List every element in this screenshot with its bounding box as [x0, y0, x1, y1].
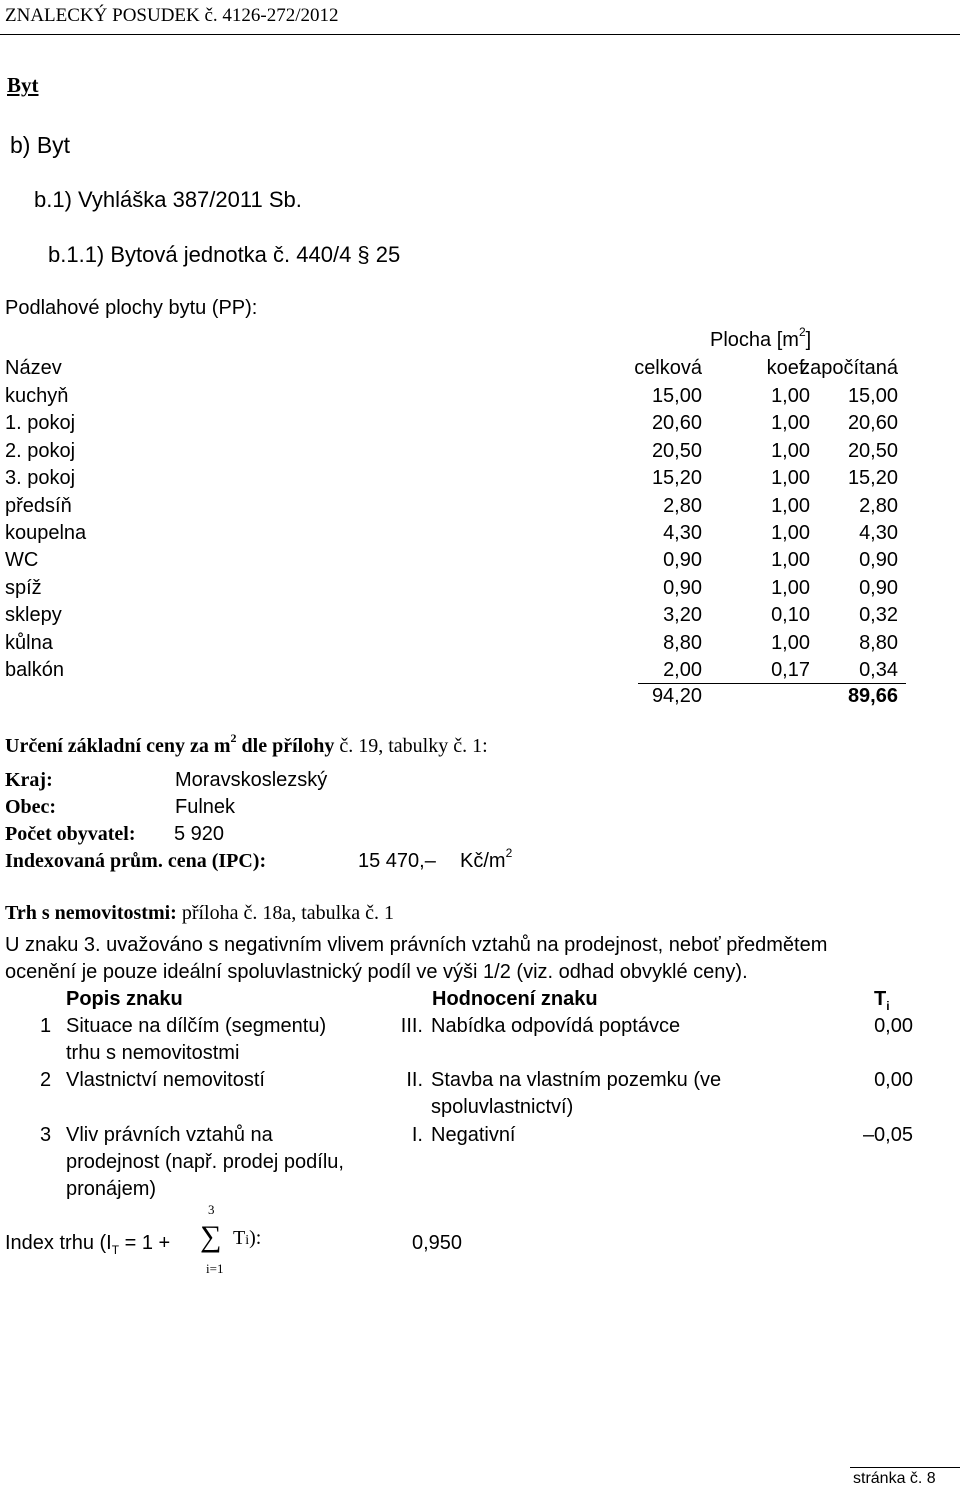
kraj-label: Kraj: [5, 769, 53, 791]
factor-evaluation: Negativní [431, 1124, 516, 1146]
factor-evaluation: spoluvlastnictví) [431, 1096, 574, 1118]
area-row-total: 0,90 [663, 549, 702, 571]
ipc-unit-text: Kč/m [460, 850, 506, 872]
area-row-counted: 0,32 [859, 604, 898, 626]
area-row-total: 2,80 [663, 495, 702, 517]
area-row-counted: 15,20 [847, 467, 898, 489]
index-end: ): [249, 1227, 262, 1249]
area-row-coef: 1,00 [771, 440, 810, 462]
area-row-name: balkón [5, 659, 64, 681]
area-row-counted: 0,34 [859, 659, 898, 681]
area-row-coef: 1,00 [771, 577, 810, 599]
area-row-name: 3. pokoj [5, 467, 76, 489]
document-header-title: ZNALECKÝ POSUDEK č. 4126-272/2012 [5, 5, 339, 26]
area-row-name: kuchyň [5, 385, 69, 407]
area-row-coef: 0,17 [771, 659, 810, 681]
obec-label: Obec: [5, 796, 57, 818]
area-row-total: 15,00 [651, 385, 702, 407]
area-row-coef: 1,00 [771, 632, 810, 654]
market-note-line1: U znaku 3. uvažováno s negativním vlivem právních vztahů na prodejnost, neboť předmětem [5, 934, 828, 956]
area-row-coef: 1,00 [771, 549, 810, 571]
area-row-name: sklepy [5, 604, 62, 626]
factor-description: pronájem) [66, 1178, 157, 1200]
factor-value: 0,00 [874, 1069, 913, 1091]
index-t [233, 1228, 261, 1248]
area-row-coef: 1,00 [771, 412, 810, 434]
area-row-name: WC [5, 549, 39, 571]
heading-b11: b.1.1) Bytová jednotka č. 440/4 ⁠⁠§ 25 [48, 242, 401, 267]
heading-b: b) Byt [10, 132, 71, 158]
factor-number: 1 [40, 1015, 52, 1037]
area-row-name: 2. pokoj [5, 440, 76, 462]
factor-evaluation: Stavba na vlastním pozemku (ve [431, 1069, 722, 1091]
col-t-header [874, 989, 890, 1012]
col-header-name: Název [5, 357, 62, 379]
market-title [5, 903, 394, 923]
area-row-total: 15,20 [651, 467, 702, 489]
area-row-name: 1. pokoj [5, 412, 76, 434]
sum-counted: 89,66 [847, 685, 898, 707]
area-row-counted: 15,00 [847, 385, 898, 407]
area-row-coef: 0,10 [771, 604, 810, 626]
base-price-title-a: Určení základní ceny za m [5, 735, 231, 757]
area-row-total: 0,90 [663, 577, 702, 599]
sum-divider [638, 683, 906, 684]
area-group-header [710, 325, 812, 351]
base-price-title-sup: 2 [230, 731, 237, 745]
index-label: Index trhu (I [5, 1232, 112, 1254]
market-note-line2: ocenění je pouze ideální spoluvlastnický podíl ve výši 1/2 (viz. odhad obvyklé ceny). [5, 961, 748, 983]
index-t-letter: T [233, 1227, 246, 1249]
factor-value: 0,00 [874, 1015, 913, 1037]
sum-total: 94,20 [651, 685, 702, 707]
area-row-name: předsíň [5, 495, 72, 517]
factor-description: trhu s nemovitostmi [66, 1042, 240, 1064]
sum-upper-limit: 3 [208, 1202, 215, 1217]
sum-lower-limit: i=1 [206, 1261, 224, 1276]
heading-b1: b.1) Vyhláška 387/2011 Sb. [34, 187, 302, 212]
factor-evaluation: Nabídka odpovídá poptávce [431, 1015, 681, 1037]
col-header-coef: koef. [766, 357, 810, 379]
area-row-counted: 20,50 [847, 440, 898, 462]
page-number: stránka č. 8 [853, 1470, 936, 1487]
factor-description: Vlastnictví nemovitostí [66, 1069, 265, 1091]
area-row-total: 3,20 [663, 604, 702, 626]
index-t-sub: i [245, 1233, 250, 1248]
factor-description: prodejnost (např. prodej podílu, [66, 1151, 344, 1173]
factor-level: II. [406, 1069, 423, 1091]
area-row-counted: 2,80 [859, 495, 898, 517]
area-group-header-sup: 2 [798, 325, 806, 339]
index-formula [5, 1233, 170, 1256]
factor-number: 3 [40, 1124, 52, 1146]
factor-description: Vliv právních vztahů na [66, 1124, 273, 1146]
area-row-coef: 1,00 [771, 385, 810, 407]
factor-value: –0,05 [862, 1124, 913, 1146]
population-value: 5 920 [174, 823, 225, 845]
market-title-rest: příloha č. 18a, tabulka č. 1 [176, 902, 394, 924]
sum-symbol: ∑ [200, 1220, 222, 1253]
index-sub: T [111, 1243, 120, 1257]
area-row-total: 8,80 [663, 632, 702, 654]
index-mid: = 1 + [119, 1232, 171, 1254]
base-price-title-c: č. 19, tabulky č. 1: [334, 735, 488, 757]
ipc-value: 15 470,– [358, 850, 436, 872]
area-row-coef: 1,00 [771, 467, 810, 489]
area-row-coef: 1,00 [771, 495, 810, 517]
area-row-name: kůlna [5, 632, 53, 654]
area-row-counted: 20,60 [847, 412, 898, 434]
area-row-total: 4,30 [663, 522, 702, 544]
area-row-name: koupelna [5, 522, 87, 544]
ipc-unit [460, 846, 513, 872]
ipc-unit-sup: 2 [505, 846, 513, 860]
obec-value: Fulnek [175, 796, 236, 818]
section-link-byt[interactable]: Byt [7, 73, 39, 97]
area-row-total: 2,00 [663, 659, 702, 681]
col-header-counted: započítaná [800, 357, 898, 379]
area-row-total: 20,50 [651, 440, 702, 462]
factor-level: III. [400, 1015, 423, 1037]
factor-description: Situace na dílčím (segmentu) [66, 1015, 327, 1037]
index-value: 0,950 [412, 1232, 463, 1254]
factor-number: 2 [40, 1069, 52, 1091]
footer-divider [850, 1467, 960, 1468]
area-row-counted: 8,80 [859, 632, 898, 654]
base-price-title-b: dle přílohy [236, 735, 335, 757]
area-row-counted: 0,90 [859, 549, 898, 571]
population-label: Počet obyvatel: [5, 823, 136, 845]
col-t-sub: i [886, 999, 890, 1013]
col-eval-header: Hodnocení znaku [432, 988, 598, 1010]
floor-areas-title: Podlahové plochy bytu (PP): [5, 297, 258, 319]
area-row-name: spíž [5, 577, 42, 599]
col-t-letter: T [874, 988, 887, 1010]
area-group-header-text: Plocha [m [710, 329, 799, 351]
base-price-title [5, 731, 488, 757]
area-row-counted: 4,30 [859, 522, 898, 544]
area-group-header-end: ] [805, 329, 812, 351]
kraj-value: Moravskoslezský [175, 769, 328, 791]
market-title-bold: Trh s nemovitostmi: [5, 902, 177, 924]
area-row-counted: 0,90 [859, 577, 898, 599]
factor-level: I. [411, 1124, 423, 1146]
area-row-coef: 1,00 [771, 522, 810, 544]
ipc-label: Indexovaná prům. cena (IPC): [5, 850, 267, 872]
area-row-total: 20,60 [651, 412, 702, 434]
header-divider [0, 34, 960, 35]
col-desc-header: Popis znaku [66, 988, 183, 1010]
col-header-total: celková [634, 357, 702, 379]
